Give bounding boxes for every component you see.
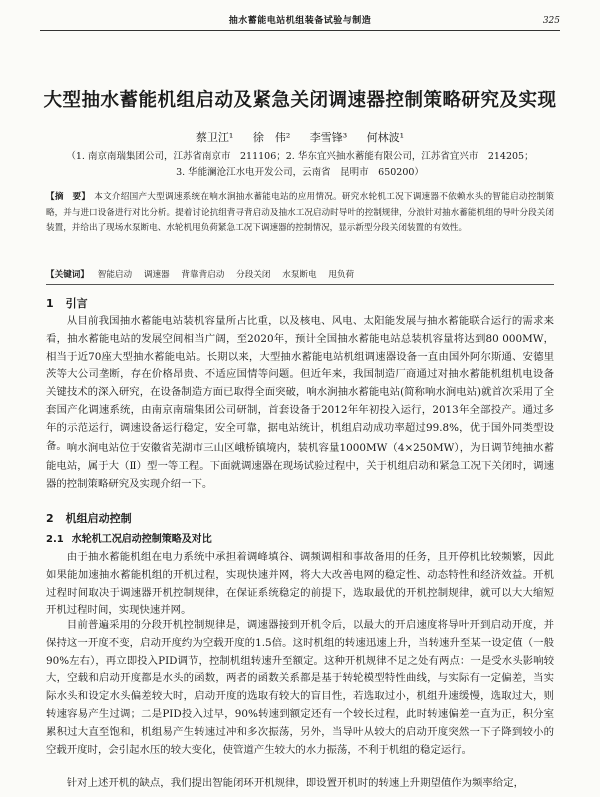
- section-title: 机组启动控制: [65, 512, 132, 525]
- body-paragraph: 由于抽水蓄能机组在电力系统中承担着调峰填谷、调频调相和事故备用的任务，且开停机比较频繁，因此如果能加速抽水蓄能机组的开机过程，实现快速并网，将大大改善电网的稳定性、动态特性和经济效益。开机过程时间取决于调速器开机控制规律，在保证系统稳定的前提下，选取最优的开机控制规律，就可以大大缩短开机过程时间，实现快速并网。: [46, 551, 554, 617]
- author-list: [40, 129, 560, 145]
- author: 何林波¹: [366, 131, 405, 144]
- page-number: 325: [542, 16, 560, 26]
- keyword: 背靠背启动: [181, 270, 225, 280]
- author: 徐 伟²: [252, 131, 291, 144]
- body-paragraph: 目前普遍采用的分段开机控制规律是，调速器接到开机令后，以最大的开启速度将导叶开到启动开度，并保持这一开度不变，启动开度约为空载开度的1.5倍。这时机组的转速迅速上升，当转速升至某一设定值（一般90%左右），再立即投入PID调节，控制机组转速升至额定。这种开机规律不足之处有两点：一是受水头影响较大，空载和启动开度都是水头的函数，两者的函数关系都是基于转轮模型特性曲线，与实际有一定偏差，当实际水头和设定水头偏差较大时，启动开度的选取有较大的盲目性，若选取过小，机组升速缓慢，选取过大，则转速容易产生过调；二是PID投入过早，90%转速到额定还有一个较长过程，此时转速偏差一直为正，积分室累积过大直至饱和，机组易产生转速过冲和多次振荡，另外，当导叶从较大的启动开度突然一下子降到较小的空载开度时，会引起水压的较大变化，使管道产生较大的水力振荡，不利于机组的稳定运行。: [46, 619, 554, 756]
- keyword: 调速器: [143, 270, 170, 280]
- running-title: 抽水蓄能电站机组装备试验与制造: [228, 16, 372, 26]
- section-title: 引言: [65, 297, 88, 310]
- keyword: 水泵断电: [282, 270, 317, 280]
- affiliation-line-2: 3. 华能澜沧江水电开发公司，云南省 昆明市 650200）: [176, 167, 424, 178]
- section-heading-introduction: [46, 295, 88, 311]
- abstract-label: 【摘 要】: [46, 192, 91, 202]
- section-number: 2: [46, 512, 54, 525]
- body-paragraph: 针对上述开机的缺点，我们提出智能闭环开机规律，即设置开机时的转速上升期望值作为频率给定，: [66, 777, 524, 789]
- author: 蔡卫江¹: [195, 131, 234, 144]
- running-header: [40, 14, 560, 31]
- keywords-label: 【关键词】: [46, 270, 89, 280]
- section-number: 1: [46, 297, 54, 310]
- keyword: 智能启动: [97, 270, 133, 280]
- keyword: 甩负荷: [328, 270, 355, 280]
- body-paragraph: 从目前我国抽水蓄能电站装机容量所占比重，以及核电、风电、太阳能发展与抽水蓄能联合运行的需求来看，抽水蓄能电站的发展空间相当广阔，至2020年，预计全国抽水蓄能电站总装机容量将达到80 000MW，相当于近70座大型抽水蓄能电站。长期以来，大型抽水蓄能电站机组调速器设备一直由国外阿尔斯通、安德里茨等大公司垄断，存在价格昂贵、不适应国情等问题。但近年来，我国制造厂商通过对抽水蓄能机组机电设备关键技术的深入研究，在设备制造方面已取得全面突破，响水涧抽水蓄能电站(简称响水涧电站)就首次采用了全套国产化调速系统，由南京南瑞集团公司研制，首套设备于2012年年初投入运行，2013年全部投产。通过多年的示范运行，调速设备运行稳定，安全可靠，据电站统计，机组启动成功率超过99.8%，优于国外同类型设备。: [46, 315, 554, 452]
- keywords: [46, 268, 554, 282]
- affiliation-line-1: （1. 南京南瑞集团公司，江苏省南京市 211106；2. 华东宜兴抽水蓄能有限公司，江苏省宜兴市 214205；: [66, 151, 534, 162]
- divider: [46, 284, 554, 285]
- keyword: 分段关闭: [236, 270, 271, 280]
- section-heading-startup-control: [46, 510, 132, 526]
- subsection-heading: [46, 530, 212, 545]
- paper-title: 大型抽水蓄能机组启动及紧急关闭调速器控制策略研究及实现: [43, 90, 557, 111]
- subsection-title: 水轮机工况启动控制策略及对比: [71, 534, 212, 545]
- subsection-number: 2.1: [46, 534, 64, 545]
- body-paragraph: 响水涧电站位于安徽省芜湖市三山区峨桥镇境内，装机容量1000MW（4×250MW），为日调节纯抽水蓄能电站，属于大（Ⅱ）型一等工程。下面就调速器在现场试验过程中，关于机组启动和紧急工况下关闭时，调速器的控制策略研究及实现介绍一下。: [46, 442, 554, 490]
- author: 李雪锋³: [309, 131, 348, 144]
- abstract: [46, 190, 554, 237]
- abstract-text: 本文介绍国产大型调速系统在响水涧抽水蓄能电站的应用情况。研究水轮机工况下调速器不依赖水头的智能启动控制策略，并与进口设备进行对比分析。提着讨论抗组背寻背启动及抽水工况启动时导叶的控制规律，分浪针对抽水蓄能机组的导叶分段关闭装置，并给出了现场水泵断电、水轮机甩负荷紧急工况下调速器的控制情况，显示新型分段关闭装置的有效性。: [46, 192, 554, 234]
